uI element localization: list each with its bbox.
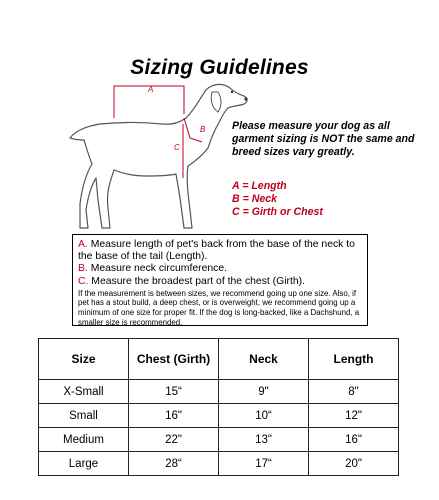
- table-row: [39, 452, 399, 476]
- header-size: Size: [39, 339, 129, 380]
- size-table: [38, 338, 399, 476]
- instructions-box: [72, 234, 368, 326]
- legend-item: A = Length: [232, 180, 287, 192]
- fine-print: If the measurement is between sizes, we recommend going up one size. Also, if pet has a stout build, a deep chest, or is overweight, we recommend going up a minimum of one size for proper fit. If the dog is long-backed, like a Dachshund, a smaller size is recommended.: [78, 288, 360, 327]
- table-row: [39, 428, 399, 452]
- measure-note: Please measure your dog as all garment sizing is NOT the same and breed sizes vary greatly.: [232, 120, 415, 159]
- legend-item: B = Neck: [232, 192, 278, 205]
- cell-length: 8": [309, 380, 399, 404]
- cell-size: Large: [39, 452, 129, 476]
- table-header-row: [39, 339, 399, 380]
- page-title: Sizing Guidelines: [130, 56, 309, 79]
- cell-neck: 17“: [219, 452, 309, 476]
- instruction-c: C. Measure the broadest part of the chest (Girth).: [78, 275, 305, 287]
- label-a: A: [148, 85, 154, 94]
- cell-length: 16": [309, 428, 399, 452]
- header-neck: Neck: [219, 339, 309, 380]
- dog-measurement-diagram: [62, 78, 252, 236]
- cell-chest: 15“: [129, 380, 219, 404]
- table-row: [39, 404, 399, 428]
- label-c: C: [174, 143, 180, 152]
- cell-neck: 10“: [219, 404, 309, 428]
- header-chest: Chest (Girth): [129, 339, 219, 380]
- cell-size: Medium: [39, 428, 129, 452]
- legend-item: C = Girth or Chest: [232, 205, 323, 218]
- header-length: Length: [309, 339, 399, 380]
- instruction-b: B. Measure neck circumference.: [78, 263, 228, 275]
- label-b: B: [200, 125, 206, 134]
- cell-size: X-Small: [39, 380, 129, 404]
- cell-chest: 16": [129, 404, 219, 428]
- measurement-legend: [232, 180, 432, 218]
- cell-chest: 22": [129, 428, 219, 452]
- cell-size: Small: [39, 404, 129, 428]
- instruction-a: A. Measure length of pet's back from the base of the neck to the base of the tail (Length).: [78, 239, 355, 263]
- cell-length: 20": [309, 452, 399, 476]
- table-row: [39, 380, 399, 404]
- cell-chest: 28“: [129, 452, 219, 476]
- cell-neck: 9": [219, 380, 309, 404]
- cell-length: 12": [309, 404, 399, 428]
- cell-neck: 13": [219, 428, 309, 452]
